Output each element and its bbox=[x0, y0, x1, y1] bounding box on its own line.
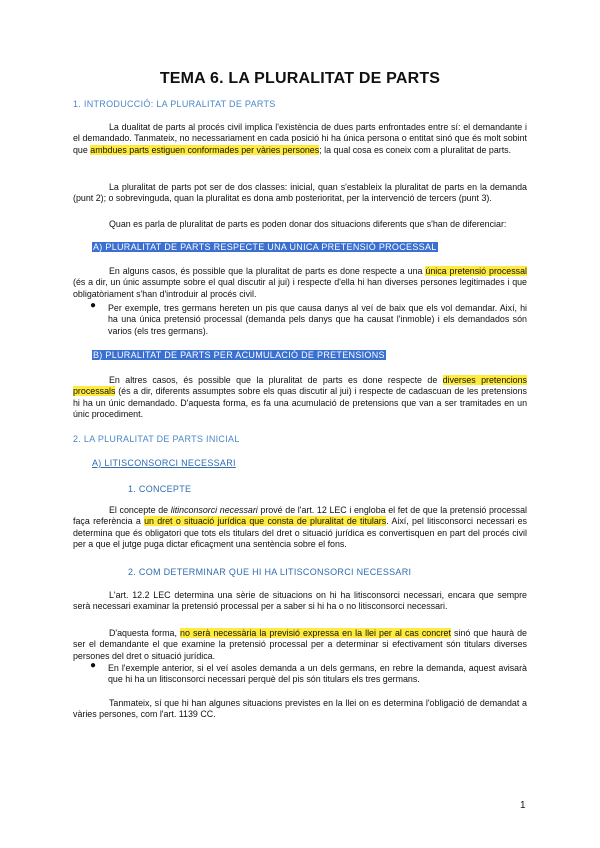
paragraph-concept bbox=[73, 505, 527, 551]
subheading-litisconsorci: A) LITISCONSORCI NECESSARI bbox=[92, 458, 236, 468]
text: prové de l'art. 12 LEC i engloba el fet de que la pretensió processal faça referència a bbox=[73, 505, 527, 527]
highlight: un dret o situació jurídica que consta de pluralitat de titulars bbox=[144, 516, 387, 527]
bullet-icon: ● bbox=[90, 660, 97, 671]
section-heading-2: 2. LA PLURALITAT DE PARTS INICIAL bbox=[73, 434, 240, 444]
paragraph-intro bbox=[73, 122, 527, 156]
subheading-concepte: 1. CONCEPTE bbox=[128, 484, 192, 494]
highlight: diverses pretencions processals bbox=[73, 375, 527, 397]
paragraph-single-claim bbox=[73, 266, 527, 300]
text: D'aquesta forma, bbox=[109, 628, 181, 638]
section-heading-1: 1. INTRODUCCIÓ: LA PLURALITAT DE PARTS bbox=[73, 99, 276, 109]
paragraph-situations: Quan es parla de pluralitat de parts es poden donar dos situacions diferents que s'han de diferenciar: bbox=[109, 219, 507, 229]
page-number: 1 bbox=[520, 800, 526, 811]
paragraph-accumulation bbox=[73, 375, 527, 421]
text: (és a dir, diferents assumptes sobre els quas discutir al jui) i respecte de cadascuan de les pretensions hi ha un únic demandado. D'aquesta forma, es fa una acumulació de pretensions que van a ser tramitades en un únic procediment. bbox=[73, 386, 527, 420]
page-title: TEMA 6. LA PLURALITAT DE PARTS bbox=[159, 70, 441, 87]
paragraph-art-12-2: L'art. 12.2 LEC determina una sèrie de situacions on hi ha litisconsorci necessari, encara que sempre serà necessari examinar la pretensió processal per a saber si hi ha o no litisconsorci necessari. bbox=[73, 590, 527, 612]
paragraph-form bbox=[73, 628, 527, 662]
italic-term: litinconsorci necessari bbox=[170, 505, 258, 515]
highlight: B) PLURALITAT DE PARTS PER ACUMULACIÓ DE PRETENSIONS bbox=[93, 350, 385, 360]
highlight: ambdues parts estiguen conformades per vàries persones bbox=[90, 144, 320, 155]
text: El concepte de bbox=[109, 505, 171, 515]
text: ; la qual cosa es coneix com a pluralitat de parts. bbox=[319, 144, 512, 155]
bullet-example-1: Per exemple, tres germans hereten un pis que causa danys al veí de baix que els vol demandar. Així, hi ha una única pretensió processal (demanda pels danys que ha causat l'inmoble) i els demandados són varios (els tres germans). bbox=[108, 303, 527, 336]
bullet-icon: ● bbox=[90, 300, 97, 311]
text: sinó que haurà de ser el demandante el que examine la pretensió processal per a determinar si efectivament són titulars diverses persones del dret o situació jurídica. bbox=[73, 628, 527, 661]
highlight: no serà necessària la previsió expressa en la llei per al cas concret bbox=[180, 628, 451, 638]
text: En alguns casos, és possible que la pluralitat de parts es done respecte a una bbox=[109, 266, 426, 276]
text: (és a dir, un únic assumpte sobre el qual discutir al jui) i respecte d'ella hi han diverses persones legitimades i que obligatòriament s'han d'introduir al procés civil. bbox=[73, 277, 527, 299]
text: . Així, pel litisconsorci necessari es determina que és obligatori que tots els titulars del dret o situació jurídica es convertisquen en part del procés civil per a que el jutge puga dictar eficaçment una sentència sobre el fons. bbox=[73, 516, 527, 550]
bullet-example-2: En l'exemple anterior, si el veí asoles demanda a un dels germans, en rebre la demanda, aquest avisarà que hi ha un litisconsorci necessari perquè del pis són titulars els tres germans. bbox=[108, 663, 527, 685]
paragraph-classes: La pluralitat de parts pot ser de dos classes: inicial, quan s'estableix la pluralitat de parts en la demanda (punt 2); o sobrevinguda, quan la pluralitat es dona amb posterioritat, per la intervenció de tercers (punt 3). bbox=[73, 182, 527, 204]
highlight: única pretensió processal bbox=[425, 266, 527, 276]
text: En altres casos, és possible que la pluralitat de parts es done respecte de bbox=[109, 375, 443, 385]
subheading-a bbox=[92, 242, 438, 252]
paragraph-exceptions: Tanmateix, sí que hi han algunes situacions previstes en la llei on es determina l'obligació de demandat a vàries persones, com l'art. 1139 CC. bbox=[73, 698, 527, 720]
highlight: A) PLURALITAT DE PARTS RESPECTE UNA ÚNICA PRETENSIÓ PROCESSAL bbox=[93, 242, 437, 252]
subheading-b bbox=[92, 350, 386, 360]
subheading-determinar: 2. COM DETERMINAR QUE HI HA LITISCONSORCI NECESSARI bbox=[128, 567, 412, 577]
text: La dualitat de parts al procés civil implica l'existència de dues parts enfrontades entre sí: el demandante i el demandado. Tanmateix, no necessariament en cada posició hi ha única persona o entitat sinó que és molt sobint que bbox=[73, 122, 527, 155]
